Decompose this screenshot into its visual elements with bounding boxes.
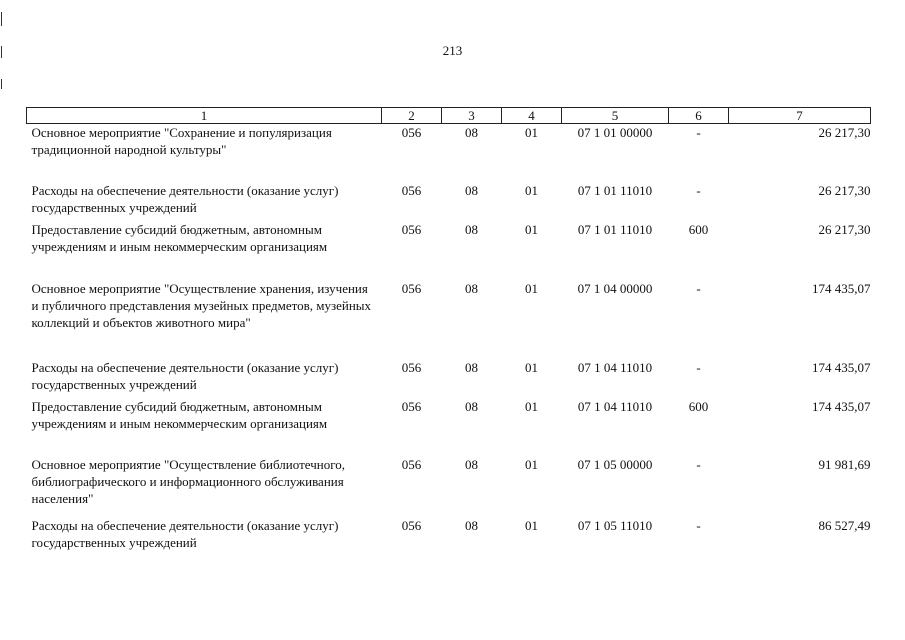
target-code: 07 1 05 00000 xyxy=(577,456,653,472)
subsection-code: 01 xyxy=(525,517,538,533)
item-name: Расходы на обеспечение деятельности (оказание услуг) государственных учреждений xyxy=(31,517,339,550)
expense-type-code: - xyxy=(696,456,701,472)
section-code: 08 xyxy=(465,517,478,533)
subsection-code: 01 xyxy=(525,125,538,140)
table-row xyxy=(27,280,871,359)
expense-type-code: - xyxy=(696,517,701,533)
header-cell: 1 xyxy=(27,108,382,124)
amount: 26 217,30 xyxy=(818,125,871,140)
header-cell: 3 xyxy=(442,108,502,124)
ministry-code: 056 xyxy=(401,280,422,296)
section-code: 08 xyxy=(465,398,478,414)
scan-edge-mark xyxy=(1,79,2,89)
ministry-code: 056 xyxy=(401,182,422,198)
expense-type-code: - xyxy=(696,280,701,296)
budget-table-container xyxy=(26,107,870,556)
subsection-code: 01 xyxy=(525,456,538,472)
item-name: Основное мероприятие "Осуществление хранения, изучения и публичного представления музейных предметов, музейных коллекций и объектов животного мира" xyxy=(31,280,372,330)
ministry-code: 056 xyxy=(401,398,422,414)
ministry-code: 056 xyxy=(401,125,422,140)
section-code: 08 xyxy=(465,221,478,237)
amount: 91 981,69 xyxy=(818,456,871,472)
section-code: 08 xyxy=(465,359,478,375)
amount: 174 435,07 xyxy=(812,280,871,296)
target-code: 07 1 04 11010 xyxy=(577,359,653,375)
table-row xyxy=(27,456,871,517)
table-row xyxy=(27,182,871,221)
section-code: 08 xyxy=(465,125,478,140)
header-row xyxy=(27,108,871,124)
expense-type-code: - xyxy=(696,359,701,375)
header-cell: 7 xyxy=(729,108,871,124)
table-row xyxy=(27,359,871,398)
target-code: 07 1 04 00000 xyxy=(577,280,653,296)
amount: 174 435,07 xyxy=(812,359,871,375)
target-code: 07 1 04 11010 xyxy=(577,398,653,414)
header-cell: 6 xyxy=(669,108,729,124)
ministry-code: 056 xyxy=(401,456,422,472)
subsection-code: 01 xyxy=(525,182,538,198)
expense-type-code: 600 xyxy=(688,221,709,237)
target-code: 07 1 01 00000 xyxy=(577,125,653,140)
header-cell: 4 xyxy=(502,108,562,124)
section-code: 08 xyxy=(465,182,478,198)
item-name: Основное мероприятие "Сохранение и популяризация традиционной народной культуры" xyxy=(31,125,332,157)
subsection-code: 01 xyxy=(525,280,538,296)
item-name: Расходы на обеспечение деятельности (оказание услуг) государственных учреждений xyxy=(31,359,339,392)
table-row xyxy=(27,124,871,182)
item-name: Предоставление субсидий бюджетным, автономным учреждениям и иным некоммерческим организациям xyxy=(31,221,328,254)
expense-type-code: - xyxy=(696,182,701,198)
subsection-code: 01 xyxy=(525,359,538,375)
header-cell: 2 xyxy=(382,108,442,124)
ministry-code: 056 xyxy=(401,221,422,237)
amount: 174 435,07 xyxy=(812,398,871,414)
table-row xyxy=(27,221,871,280)
target-code: 07 1 05 11010 xyxy=(577,517,653,533)
item-name: Расходы на обеспечение деятельности (оказание услуг) государственных учреждений xyxy=(31,182,339,215)
item-name: Предоставление субсидий бюджетным, автономным учреждениям и иным некоммерческим организациям xyxy=(31,398,328,431)
target-code: 07 1 01 11010 xyxy=(577,221,653,237)
header-cell: 5 xyxy=(562,108,669,124)
subsection-code: 01 xyxy=(525,221,538,237)
budget-table xyxy=(26,107,871,556)
target-code: 07 1 01 11010 xyxy=(577,182,653,198)
amount: 26 217,30 xyxy=(818,221,871,237)
section-code: 08 xyxy=(465,280,478,296)
ministry-code: 056 xyxy=(401,517,422,533)
scan-edge-mark xyxy=(1,12,2,26)
ministry-code: 056 xyxy=(401,359,422,375)
table-row xyxy=(27,398,871,456)
amount: 26 217,30 xyxy=(818,182,871,198)
expense-type-code: 600 xyxy=(688,398,709,414)
subsection-code: 01 xyxy=(525,398,538,414)
expense-type-code: - xyxy=(696,125,701,140)
item-name: Основное мероприятие "Осуществление библиотечного, библиографического и информационного обслуживания населения" xyxy=(31,456,345,506)
amount: 86 527,49 xyxy=(818,517,871,533)
table-row xyxy=(27,517,871,556)
page-number: 213 xyxy=(442,43,463,58)
section-code: 08 xyxy=(465,456,478,472)
